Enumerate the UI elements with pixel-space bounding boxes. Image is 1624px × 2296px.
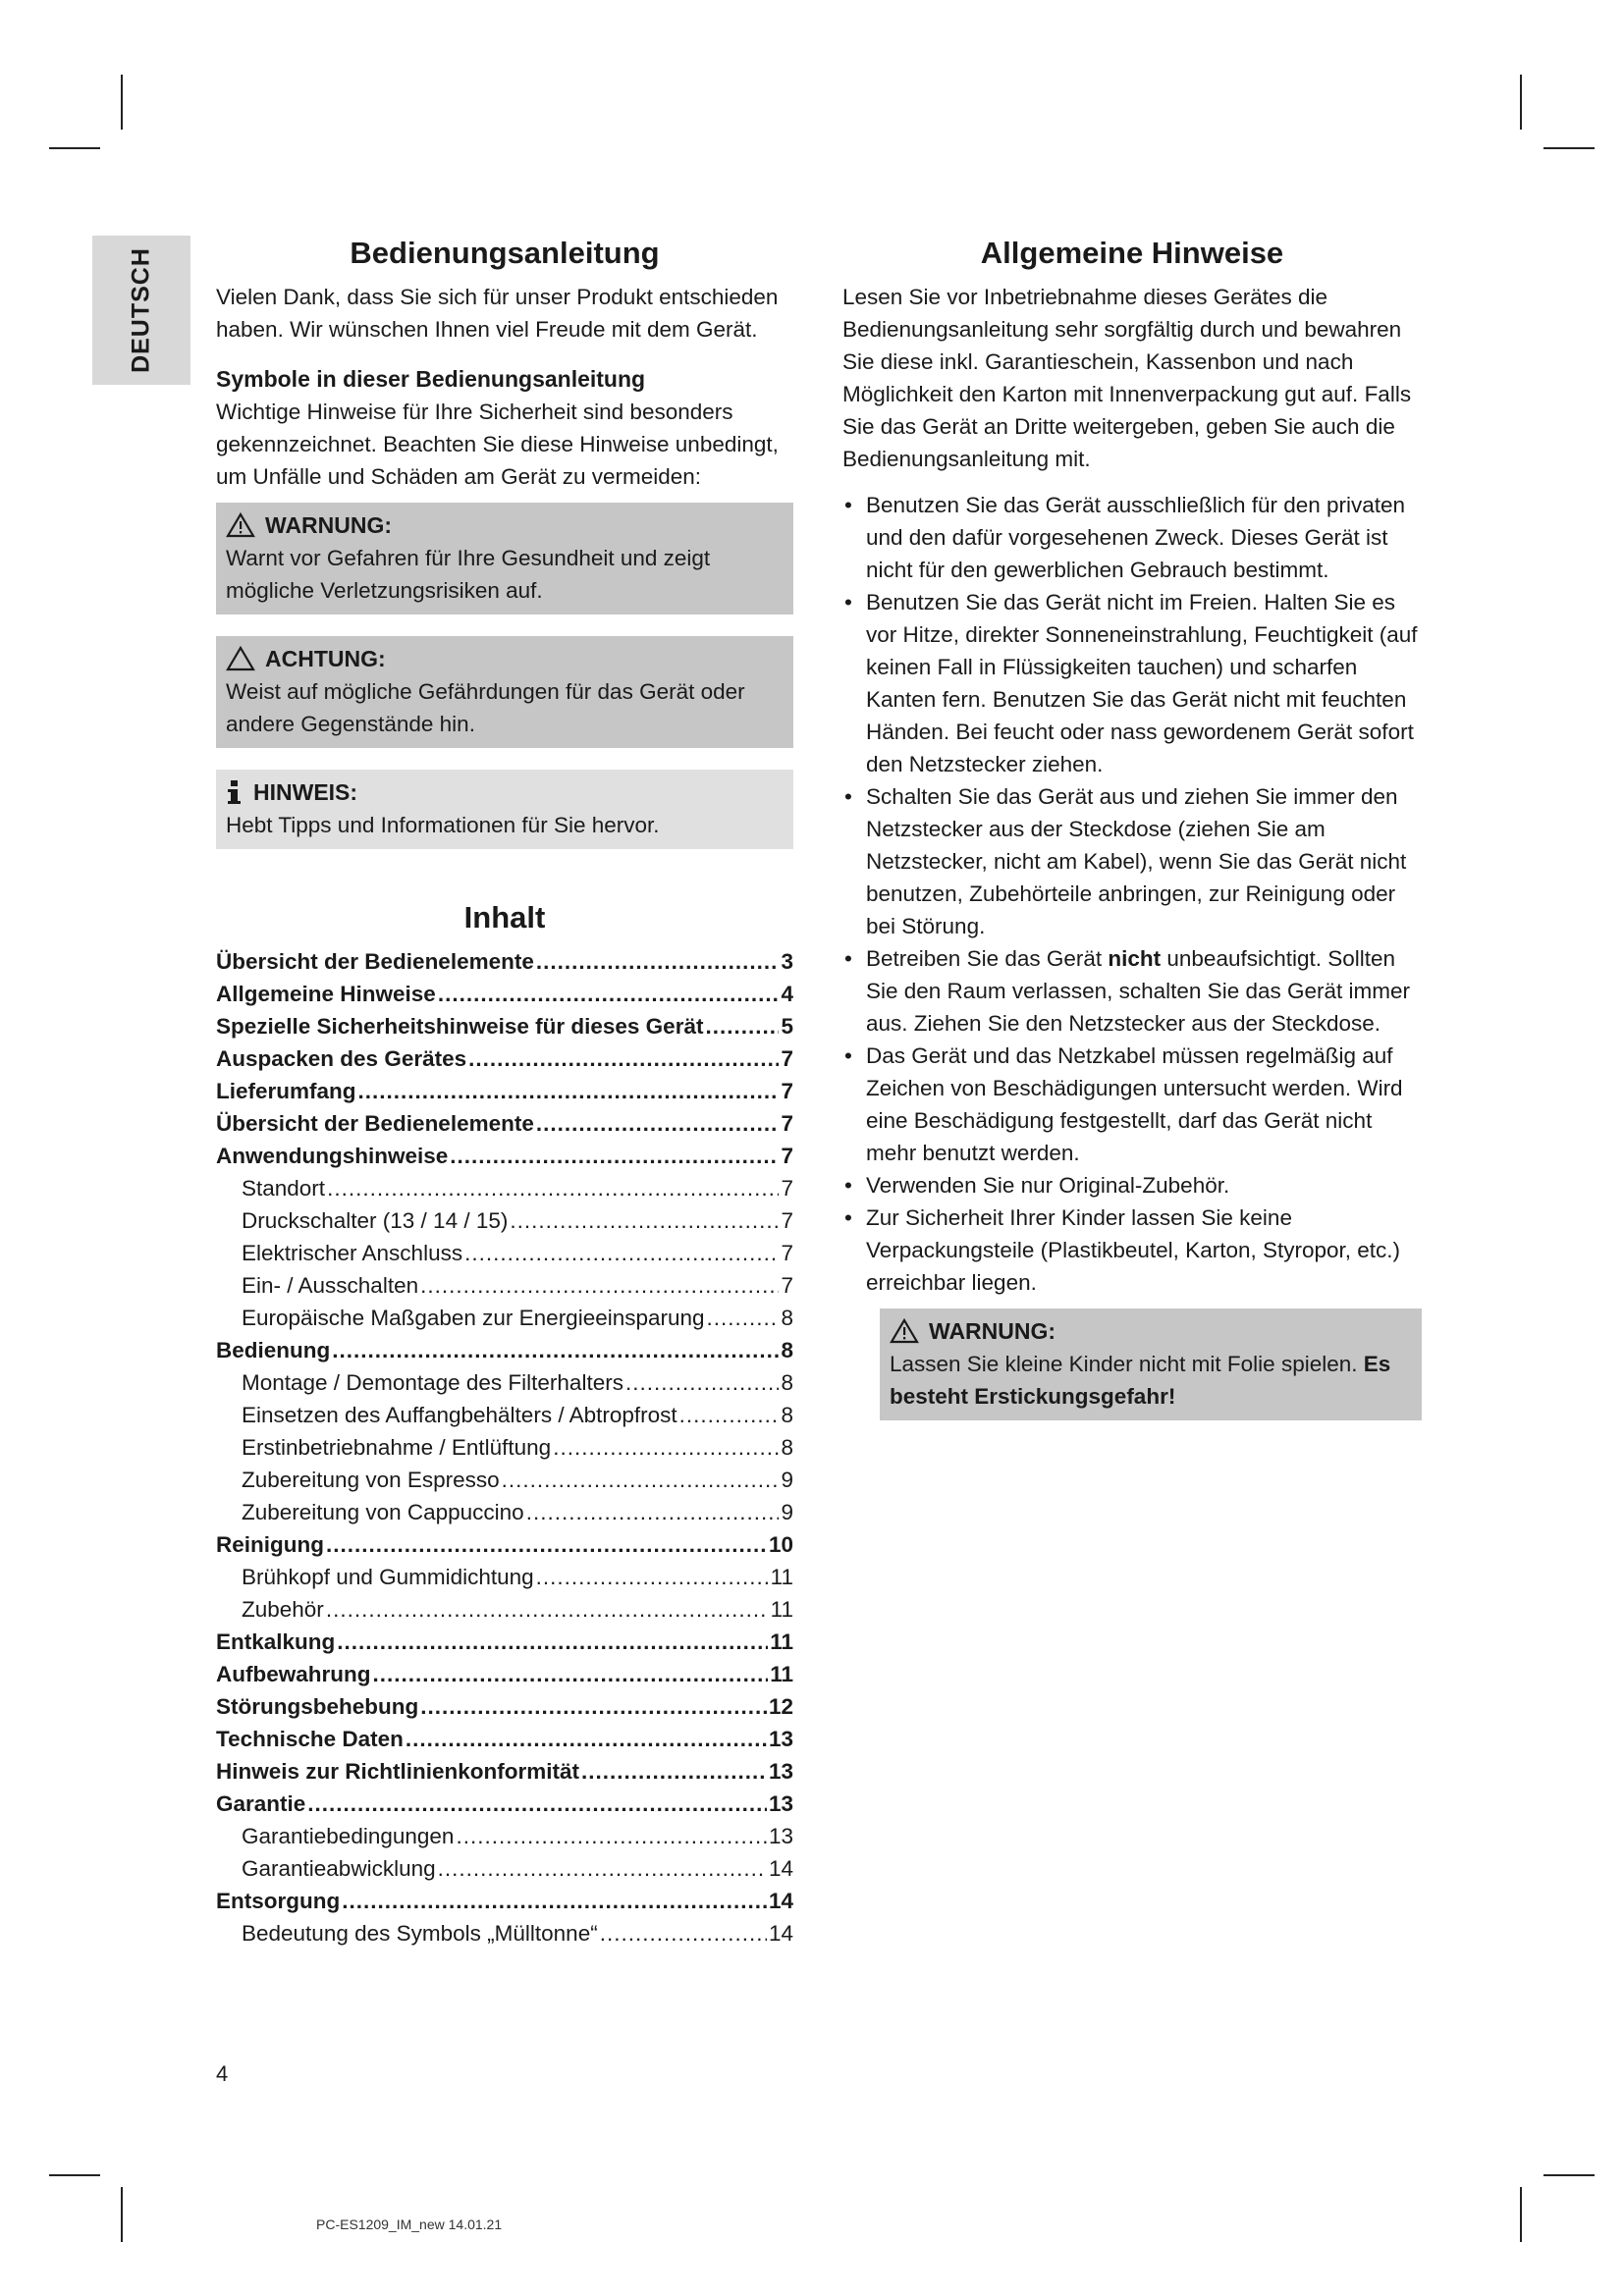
- toc-entry-page: 7: [781, 1176, 793, 1201]
- toc-entry-label: Standort: [242, 1176, 326, 1201]
- toc-entry-label: Bedienung: [216, 1338, 331, 1362]
- toc-entry: [216, 1755, 793, 1788]
- warning-label: WARNUNG:: [265, 512, 393, 538]
- list-item: • Benutzen Sie das Gerät ausschließlich für den privaten und den dafür vorgesehenen Zweck. Dieses Gerät ist nicht für den gewerblichen Gebrauch bestimmt.: [844, 493, 1406, 582]
- caution-label: ACHTUNG:: [265, 646, 386, 671]
- toc-entry-label: Lieferumfang: [216, 1079, 356, 1103]
- crop-mark: [49, 2174, 100, 2176]
- language-tab: [92, 236, 190, 385]
- toc-entry-page: 5: [781, 1014, 793, 1039]
- toc-leader-dots: [705, 1010, 779, 1042]
- language-tab-label: DEUTSCH: [127, 247, 155, 373]
- toc-entry-page: 14: [768, 1921, 793, 1946]
- toc-entry-page: 10: [768, 1532, 793, 1557]
- crop-mark: [1543, 2174, 1595, 2176]
- toc-entry-label: Elektrischer Anschluss: [242, 1241, 463, 1265]
- toc-entry: [216, 1528, 793, 1561]
- toc-entry: [216, 1658, 793, 1690]
- toc-leader-dots: [581, 1755, 767, 1788]
- toc-entry-label: Übersicht der Bedienelemente: [216, 949, 534, 974]
- info-icon: [226, 779, 244, 805]
- toc-entry-page: 7: [781, 1111, 793, 1136]
- toc-leader-dots: [337, 1626, 768, 1658]
- crop-mark: [121, 75, 123, 130]
- list-item: • Betreiben Sie das Gerät nicht unbeaufsichtigt. Sollten Sie den Raum verlassen, schalten Sie das Gerät immer aus. Ziehen Sie den Netzstecker aus der Steckdose.: [844, 946, 1410, 1036]
- warning-triangle-icon: [226, 512, 255, 538]
- table-of-contents: [216, 945, 793, 1949]
- toc-entry-label: Zubehör: [242, 1597, 324, 1622]
- toc-leader-dots: [420, 1269, 779, 1302]
- toc-entry-label: Zubereitung von Espresso: [242, 1468, 500, 1492]
- toc-entry-label: Entkalkung: [216, 1629, 336, 1654]
- toc-leader-dots: [468, 1042, 779, 1075]
- toc-entry-page: 13: [768, 1727, 793, 1751]
- toc-entry-label: Garantieabwicklung: [242, 1856, 436, 1881]
- toc-leader-dots: [420, 1690, 767, 1723]
- toc-entry-label: Garantie: [216, 1791, 306, 1816]
- toc-entry-label: Einsetzen des Auffangbehälters / Abtropfrost: [242, 1403, 677, 1427]
- toc-entry-label: Anwendungshinweise: [216, 1144, 449, 1168]
- child-warning-text: Lassen Sie kleine Kinder nicht mit Folie spielen. Es besteht Erstickungsgefahr!: [890, 1352, 1391, 1409]
- toc-entry-label: Montage / Demontage des Filterhalters: [242, 1370, 623, 1395]
- toc-leader-dots: [625, 1366, 780, 1399]
- toc-leader-dots: [438, 978, 780, 1010]
- toc-entry-page: 8: [781, 1435, 793, 1460]
- toc-entry: [216, 1820, 793, 1852]
- caution-text: Weist auf mögliche Gefährdungen für das Gerät oder andere Gegenstände hin.: [226, 679, 745, 736]
- toc-entry: [216, 1690, 793, 1723]
- toc-entry-page: 14: [768, 1856, 793, 1881]
- symbols-heading: Symbole in dieser Bedienungsanleitung: [216, 366, 646, 392]
- toc-entry: [216, 1334, 793, 1366]
- toc-entry: [216, 1204, 793, 1237]
- toc-leader-dots: [536, 1561, 769, 1593]
- child-warning-box: [880, 1308, 1422, 1420]
- toc-entry-page: 8: [781, 1403, 793, 1427]
- toc-leader-dots: [373, 1658, 769, 1690]
- crop-mark: [1520, 75, 1522, 130]
- crop-mark: [1543, 147, 1595, 149]
- toc-entry-label: Druckschalter (13 / 14 / 15): [242, 1208, 509, 1233]
- toc-entry: [216, 978, 793, 1010]
- toc-entry-page: 11: [770, 1629, 793, 1654]
- general-notes-title: Allgemeine Hinweise: [980, 236, 1284, 270]
- crop-mark: [121, 2187, 123, 2242]
- list-item: • Benutzen Sie das Gerät nicht im Freien. Halten Sie es vor Hitze, direkter Sonneneinstrahlung, Feuchtigkeit (auf keinen Fall in Flüssigkeiten tauchen) und scharfen Kanten fern. Benutzen Sie das Gerät nicht mit feuchten Händen. Bei feucht oder nass gewordenem Gerät sofort den Netzstecker ziehen.: [844, 590, 1418, 776]
- hint-text: Hebt Tipps und Informationen für Sie hervor.: [226, 813, 660, 837]
- toc-entry-label: Zubereitung von Cappuccino: [242, 1500, 524, 1524]
- toc-entry-label: Technische Daten: [216, 1727, 404, 1751]
- toc-entry: [216, 945, 793, 978]
- toc-entry: [216, 1496, 793, 1528]
- toc-leader-dots: [456, 1820, 767, 1852]
- toc-entry-page: 11: [770, 1565, 793, 1589]
- toc-entry-label: Übersicht der Bedienelemente: [216, 1111, 534, 1136]
- toc-entry-label: Spezielle Sicherheitshinweise für dieses Gerät: [216, 1014, 704, 1039]
- caution-triangle-icon: [226, 646, 255, 671]
- caution-box: [216, 636, 793, 748]
- toc-entry: [216, 1431, 793, 1464]
- toc-entry: [216, 1852, 793, 1885]
- toc-entry-label: Europäische Maßgaben zur Energieeinsparung: [242, 1306, 705, 1330]
- toc-leader-dots: [327, 1172, 779, 1204]
- toc-entry-page: 7: [781, 1079, 793, 1103]
- toc-entry: [216, 1561, 793, 1593]
- intro-text: Vielen Dank, dass Sie sich für unser Produkt entschieden haben. Wir wünschen Ihnen viel Freude mit dem Gerät.: [216, 285, 779, 342]
- toc-entry: [216, 1399, 793, 1431]
- toc-leader-dots: [450, 1140, 779, 1172]
- toc-leader-dots: [332, 1334, 779, 1366]
- footer-code: PC-ES1209_IM_new 14.01.21: [316, 2216, 503, 2232]
- hint-box: [216, 770, 793, 849]
- toc-leader-dots: [536, 1107, 780, 1140]
- left-column: [216, 234, 793, 1949]
- toc-leader-dots: [679, 1399, 780, 1431]
- toc-entry-page: 14: [768, 1889, 793, 1913]
- toc-leader-dots: [536, 945, 780, 978]
- crop-mark: [49, 147, 100, 149]
- toc-entry: [216, 1269, 793, 1302]
- child-warning-label: WARNUNG:: [929, 1318, 1056, 1344]
- toc-entry-page: 4: [781, 982, 793, 1006]
- toc-entry-page: 8: [781, 1338, 793, 1362]
- toc-entry: [216, 1172, 793, 1204]
- toc-entry-page: 11: [770, 1597, 793, 1622]
- toc-leader-dots: [600, 1917, 767, 1949]
- toc-entry-label: Hinweis zur Richtlinienkonformität: [216, 1759, 580, 1784]
- toc-entry-label: Brühkopf und Gummidichtung: [242, 1565, 534, 1589]
- toc-entry-page: 8: [781, 1370, 793, 1395]
- symbols-text: Wichtige Hinweise für Ihre Sicherheit sind besonders gekennzeichnet. Beachten Sie diese Hinweise unbedingt, um Unfälle und Schäden am Gerät zu vermeiden:: [216, 400, 779, 489]
- toc-entry-page: 13: [768, 1824, 793, 1848]
- toc-entry-page: 9: [781, 1500, 793, 1524]
- toc-entry-label: Störungsbehebung: [216, 1694, 419, 1719]
- toc-entry: [216, 1788, 793, 1820]
- toc-entry-page: 7: [781, 1241, 793, 1265]
- toc-entry-page: 11: [770, 1662, 793, 1686]
- toc-title: Inhalt: [463, 900, 546, 934]
- toc-entry-label: Reinigung: [216, 1532, 324, 1557]
- toc-entry-label: Ein- / Ausschalten: [242, 1273, 419, 1298]
- toc-entry: [216, 1917, 793, 1949]
- toc-entry-page: 13: [768, 1791, 793, 1816]
- toc-leader-dots: [438, 1852, 767, 1885]
- toc-leader-dots: [406, 1723, 767, 1755]
- toc-entry-page: 7: [781, 1046, 793, 1071]
- toc-leader-dots: [502, 1464, 780, 1496]
- toc-leader-dots: [326, 1528, 767, 1561]
- toc-entry: [216, 1140, 793, 1172]
- toc-entry: [216, 1237, 793, 1269]
- toc-entry: [216, 1075, 793, 1107]
- toc-entry: [216, 1593, 793, 1626]
- toc-entry-page: 7: [781, 1208, 793, 1233]
- toc-leader-dots: [307, 1788, 767, 1820]
- toc-entry: [216, 1107, 793, 1140]
- list-item: • Das Gerät und das Netzkabel müssen regelmäßig auf Zeichen von Beschädigungen untersucht werden. Wird eine Beschädigung festgestellt, darf das Gerät nicht mehr benutzt werden.: [844, 1043, 1403, 1165]
- hint-label: HINWEIS:: [253, 779, 358, 805]
- list-item: • Verwenden Sie nur Original-Zubehör.: [844, 1173, 1230, 1198]
- page-number: 4: [216, 2061, 229, 2086]
- toc-entry-page: 7: [781, 1144, 793, 1168]
- list-item: • Zur Sicherheit Ihrer Kinder lassen Sie keine Verpackungsteile (Plastikbeutel, Karton, Styropor, etc.) erreichbar liegen.: [844, 1205, 1401, 1295]
- warning-triangle-icon: [890, 1318, 919, 1344]
- toc-entry: [216, 1626, 793, 1658]
- toc-entry: [216, 1885, 793, 1917]
- toc-entry: [216, 1464, 793, 1496]
- general-notes-intro: Lesen Sie vor Inbetriebnahme dieses Gerätes die Bedienungsanleitung sehr sorgfältig durch und bewahren Sie diese inkl. Garantieschein, Kassenbon und nach Möglichkeit den Karton mit Innenverpackung gut auf. Falls Sie das Gerät an Dritte weitergeben, geben Sie auch die Bedienungsanleitung mit.: [842, 285, 1412, 471]
- toc-leader-dots: [553, 1431, 779, 1464]
- toc-entry-page: 13: [768, 1759, 793, 1784]
- toc-leader-dots: [707, 1302, 780, 1334]
- right-column: [842, 234, 1422, 1420]
- toc-leader-dots: [358, 1075, 780, 1107]
- toc-entry-label: Bedeutung des Symbols „Mülltonne“: [242, 1921, 598, 1946]
- toc-entry: [216, 1042, 793, 1075]
- crop-mark: [1520, 2187, 1522, 2242]
- toc-entry-label: Erstinbetriebnahme / Entlüftung: [242, 1435, 552, 1460]
- toc-entry-label: Aufbewahrung: [216, 1662, 371, 1686]
- toc-leader-dots: [342, 1885, 767, 1917]
- toc-leader-dots: [510, 1204, 779, 1237]
- toc-leader-dots: [464, 1237, 779, 1269]
- toc-entry-page: 9: [781, 1468, 793, 1492]
- toc-leader-dots: [526, 1496, 780, 1528]
- toc-entry-label: Garantiebedingungen: [242, 1824, 455, 1848]
- toc-entry-label: Allgemeine Hinweise: [216, 982, 436, 1006]
- toc-entry-page: 8: [781, 1306, 793, 1330]
- toc-entry: [216, 1010, 793, 1042]
- safety-bullets: [842, 489, 1422, 1299]
- manual-title: Bedienungsanleitung: [350, 236, 660, 270]
- toc-entry: [216, 1366, 793, 1399]
- toc-entry-page: 3: [781, 949, 793, 974]
- warning-box: [216, 503, 793, 614]
- warning-text: Warnt vor Gefahren für Ihre Gesundheit und zeigt mögliche Verletzungsrisiken auf.: [226, 546, 711, 603]
- toc-entry-label: Entsorgung: [216, 1889, 341, 1913]
- list-item: • Schalten Sie das Gerät aus und ziehen Sie immer den Netzstecker aus der Steckdose (ziehen Sie am Netzstecker, nicht am Kabel), wenn Sie das Gerät nicht benutzen, Zubehörteile anbringen, zur Reinigung oder bei Störung.: [844, 784, 1407, 938]
- toc-entry-page: 12: [768, 1694, 793, 1719]
- toc-leader-dots: [326, 1593, 769, 1626]
- toc-entry: [216, 1302, 793, 1334]
- toc-entry-label: Auspacken des Gerätes: [216, 1046, 467, 1071]
- toc-entry: [216, 1723, 793, 1755]
- toc-entry-page: 7: [781, 1273, 793, 1298]
